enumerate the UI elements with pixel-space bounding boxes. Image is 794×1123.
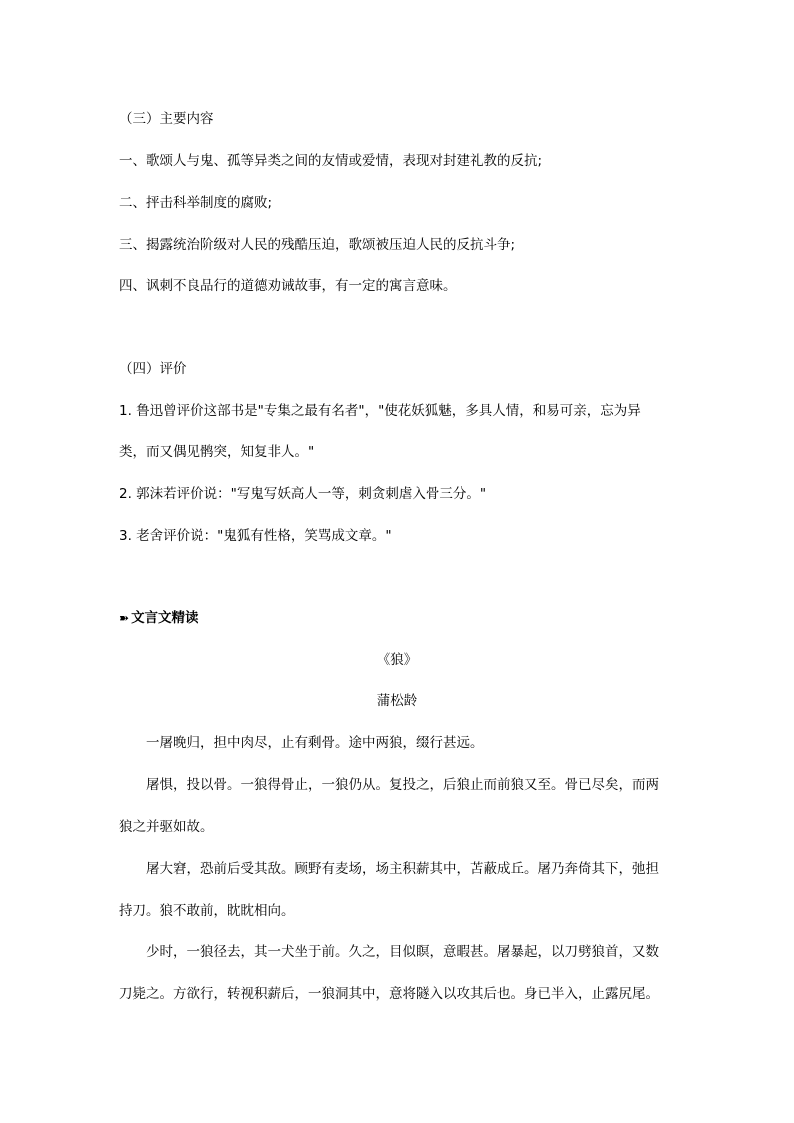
evaluation-line-1: 1. 鲁迅曾评价这部书是"专集之最有名者"，"使花妖狐魅，多具人情，和易可亲，忘为异 — [119, 403, 641, 419]
text-author: 蒲松龄 — [376, 693, 418, 709]
text-paragraph-line: 少时，一狼径去，其一犬坐于前。久之，目似瞑，意暇甚。屠暴起，以刀劈狼首，又数 — [146, 944, 659, 960]
section3-heading: （三）主要内容 — [119, 111, 214, 127]
text-paragraph-line: 一屠晚归，担中肉尽，止有剩骨。途中两狼，缀行甚远。 — [146, 735, 484, 751]
section3-item-1: 一、歌颂人与鬼、孤等异类之间的友情或爱情，表现对封建礼教的反抗; — [119, 153, 543, 169]
section3-item-3: 三、揭露统治阶级对人民的残酷压迫，歌颂被压迫人民的反抗斗争; — [119, 237, 516, 253]
evaluation-line-4: 3. 老舍评价说："鬼狐有性格，笑骂成文章。" — [119, 528, 392, 544]
evaluation-line-3: 2. 郭沫若评价说："写鬼写妖高人一等，刺贪刺虐入骨三分。" — [119, 486, 487, 502]
arrow-marker-icon: ➽ — [119, 611, 130, 625]
text-paragraph-line: 持刀。狼不敢前，眈眈相向。 — [119, 903, 295, 919]
text-paragraph-line: 狼之并驱如故。 — [119, 819, 214, 835]
section3-item-2: 二、抨击科举制度的腐败; — [119, 195, 273, 211]
evaluation-line-2: 类，而又偶见鹘突，知复非人。" — [119, 444, 315, 460]
classical-heading-text: 文言文精读 — [131, 610, 199, 626]
text-paragraph-line: 屠大窘，恐前后受其敌。顾野有麦场，场主积薪其中，苫蔽成丘。屠乃奔倚其下，弛担 — [146, 861, 659, 877]
section3-item-4: 四、讽刺不良品行的道德劝诫故事，有一定的寓言意味。 — [119, 278, 457, 294]
text-title: 《狼》 — [376, 652, 418, 668]
text-paragraph-line: 屠惧，投以骨。一狼得骨止，一狼仍从。复投之，后狼止而前狼又至。骨已尽矣，而两 — [146, 777, 659, 793]
classical-heading — [119, 609, 199, 627]
section4-heading: （四）评价 — [119, 361, 187, 377]
text-paragraph-line: 刀毙之。方欲行，转视积薪后，一狼洞其中，意将隧入以攻其后也。身已半入，止露尻尾。 — [119, 986, 659, 1002]
